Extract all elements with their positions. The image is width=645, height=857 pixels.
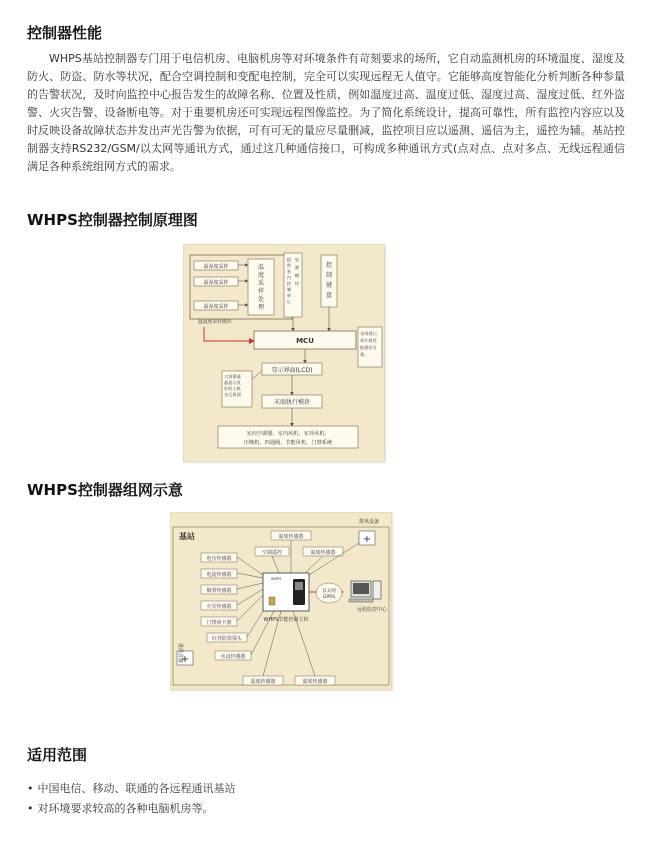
sensor-label-1: 温湿度采样	[203, 264, 229, 270]
intake-plus-glyph: +	[180, 654, 190, 665]
section-title-performance: 控制器性能	[27, 24, 103, 42]
temp-bottom-left-label: 温度传感器	[250, 679, 276, 685]
section-title-scope: 适用范围	[27, 746, 88, 764]
scope-list	[27, 779, 236, 819]
sensor-label-3: 温湿度采样	[203, 304, 229, 310]
card-label: 门禁读卡器	[206, 620, 232, 626]
principle-diagram-svg	[184, 245, 384, 461]
intake-label: 进风设备	[177, 643, 183, 664]
mcu-label: MCU	[296, 337, 314, 345]
fire-label: 火灾传感器	[206, 604, 232, 610]
host-port-icon	[269, 597, 275, 605]
red-flow-arrow	[204, 327, 254, 341]
host-label: WHPS节能控制主机	[263, 617, 309, 623]
network-diagram	[170, 512, 392, 690]
exhaust-plus-glyph: +	[362, 534, 372, 545]
sensor-label-2: 温湿度采样	[203, 280, 229, 286]
interface-note-label: 大屏幕液晶显示良好的人机交互界面	[224, 374, 241, 397]
current-label: 电流传感器	[206, 572, 232, 578]
infrared-label: 红外防盗探头	[211, 636, 243, 642]
control-principle-diagram	[183, 244, 385, 462]
keyboard-icon	[349, 599, 373, 602]
host-screen-display	[295, 582, 303, 590]
scope-item-1: • 中国电信、移动、联通的各远程通讯基站	[27, 779, 236, 799]
remote-center-label: 远程监控中心	[357, 607, 388, 613]
exhaust-label: 排风设备	[359, 519, 380, 525]
temp-top-right-label: 温度传感器	[310, 550, 336, 556]
section-title-network: WHPS控制器组网示意	[27, 481, 183, 499]
smoke-label: 烟雾传感器	[206, 588, 232, 594]
aircon-label: 空调遥控	[261, 550, 283, 556]
water-label: 水浸传感器	[220, 654, 246, 660]
scope-item-2: • 对环境要求较高的各种电脑机房等。	[27, 799, 236, 819]
devices-line-1: 室内空调器、室内风机、室外风机、	[246, 431, 330, 437]
exec-label: 末端执行模块	[273, 399, 311, 406]
base-station-label: 基站	[179, 532, 195, 541]
computer-tower-icon	[373, 581, 381, 599]
section-title-principle: WHPS控制器控制原理图	[27, 211, 198, 229]
keyboard-label: 控制键盘	[325, 262, 333, 299]
temp-top-left-label: 温度传感器	[278, 534, 304, 540]
temp-bottom-right-label: 温度传感器	[302, 679, 328, 685]
serial-note-label: 采用进口单片机性能稳定可靠。	[360, 331, 377, 357]
computer-screen	[353, 583, 369, 594]
sample-module-label: 温湿度采样模块	[198, 320, 232, 325]
devices-line-2: 压缩机、四通阀、节能风机、门禁系统	[243, 440, 333, 446]
voltage-label: 电压传感器	[206, 556, 232, 562]
performance-paragraph: WHPS基站控制器专门用于电信机房、电脑机房等对环境条件有苛刻要求的场所，它自动监测机房的环境温度、湿度及防火、防盗、防水等状况，配合空调控制和变配电控制，完全可以实现远程无人值守。它能够高度智能化分析判断各种参量的告警状况，及时向监控中心报告发生的故障名称、位置及性质，例如温度过高、温度过低、湿度过高、湿度过低、红外盗警、火灾告警、设备断电等。对于重要机房还可实现远程图像监控。为了简化系统设计，提高可靠性，所有监控内容应以及时反映设备故障状态并发出声光告警为依据，可有可无的量应尽量删减，监控项目应以遥测、遥信为主，遥控为辅。基站控制器支持RS232/GSM/以太网等通讯方式，通过这几种通信接口，可构成多种通讯方式(点对点、点对多点、无线远程通信满足各种系统组网方式的需求。	[27, 52, 625, 173]
processing-label: 温度采样处理	[257, 264, 265, 311]
network-line-2: GPRS	[322, 595, 336, 600]
power-info-label: 提供室内控制单元 电源模块	[286, 257, 300, 304]
host-brand-label: WHPS	[271, 577, 282, 581]
display-label: 显示界面(LCD)	[271, 367, 313, 374]
network-line-1: 以太网	[322, 589, 336, 594]
network-diagram-svg	[171, 513, 391, 689]
